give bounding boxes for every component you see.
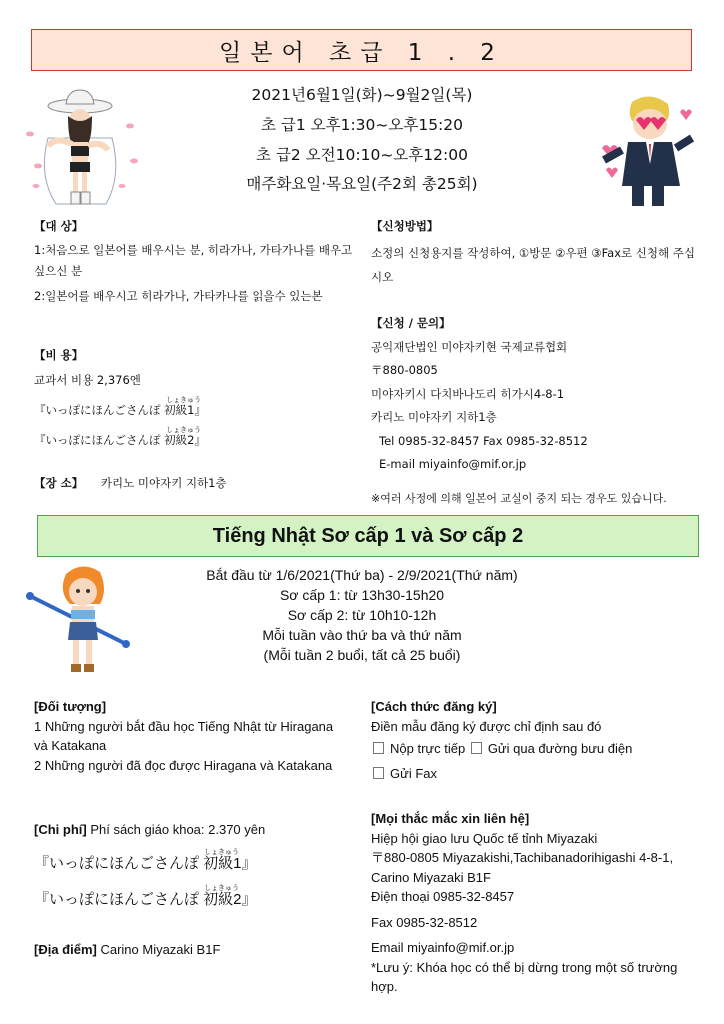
vi-contact-org: Hiệp hội giao lưu Quốc tế tỉnh Miyazaki xyxy=(371,830,598,846)
vi-cost-text: Phí sách giáo khoa: 2.370 yên xyxy=(86,822,266,837)
kr-place-heading: 【장 소】 xyxy=(34,476,84,490)
vi-class1: Sơ cấp 1: từ 13h30-15h20 xyxy=(279,587,445,603)
vi-contact-section xyxy=(371,809,701,997)
vi-method-text: Điền mẫu đăng ký được chỉ định sau đó xyxy=(371,718,602,734)
kr-book-1-ruby: しょきゅう xyxy=(166,396,201,404)
kr-cost-text: 교과서 비용 2,376엔 xyxy=(34,373,141,387)
kr-target-section xyxy=(34,216,354,307)
checkbox-icon xyxy=(373,742,384,754)
kr-method-text: 소정의 신청용지를 작성하여, ①방문 ②우편 ③Fax로 신청해 주십시오 xyxy=(371,246,695,284)
kr-class1: 초 급1 오후1:30~오후15:20 xyxy=(260,116,464,134)
kr-contact-heading: 【신청 / 문의】 xyxy=(371,316,451,330)
vi-method-opt1: Nộp trực tiếp xyxy=(390,741,466,756)
vi-start: Bắt đầu từ 1/6/2021(Thứ ba) - 2/9/2021(Thứ năm) xyxy=(206,567,518,583)
kr-method-heading: 【신청방법】 xyxy=(371,219,439,233)
vi-method-section xyxy=(371,697,701,783)
checkbox-icon xyxy=(471,742,482,754)
kr-dates: 2021년6월1일(화)~9월2일(목) xyxy=(251,86,473,104)
kr-target-heading: 【대 상】 xyxy=(34,219,84,233)
kr-book-2-title: 『いっぽにほんごさんぽ 初級2』 xyxy=(34,433,206,447)
vi-place-text: Carino Miyazaki B1F xyxy=(96,942,221,957)
vi-weekly: Mỗi tuần vào thứ ba và thứ năm xyxy=(262,627,462,643)
vi-book-2-title: 『いっぽにほんごさんぽ 初級2』 xyxy=(34,891,257,908)
vi-method-option-fax xyxy=(371,764,701,784)
vi-book-2 xyxy=(34,885,354,910)
kr-place-text: 카리노 미야자키 지하1층 xyxy=(100,476,227,490)
vi-method-opt2: Gửi qua đường bưu điện xyxy=(487,741,633,756)
kr-contact-email: E-mail miyainfo@mif.or.jp xyxy=(379,457,527,471)
vietnamese-title-banner xyxy=(37,515,699,557)
kr-target-item-1: 1:처음으로 일본어를 배우시는 분, 히라가나, 가타가나를 배우고 싶으신 분 xyxy=(34,243,353,278)
kr-place-section xyxy=(34,473,354,494)
vi-target-item-2: 2 Những người đã đọc được Hiragana và Katakana xyxy=(34,757,333,773)
vi-cost-section xyxy=(34,820,354,910)
vi-cost-heading: [Chi phí] xyxy=(34,822,87,837)
kr-method-section xyxy=(371,216,701,289)
vi-contact-heading: [Mọi thắc mắc xin liên hệ] xyxy=(371,811,530,826)
kr-contact-tel: Tel 0985-32-8457 Fax 0985-32-8512 xyxy=(379,433,588,448)
kr-book-2 xyxy=(34,426,354,451)
kr-contact-addr1: 미야자키시 다치바나도리 히가시4-8-1 xyxy=(371,386,565,401)
kr-cost-heading: 【비 용】 xyxy=(34,348,84,362)
kr-note: ※여러 사정에 의해 일본어 교실이 중지 되는 경우도 있습니다. xyxy=(371,492,667,505)
korean-title: 일본어 초급 1 . 2 xyxy=(219,39,504,66)
checkbox-icon xyxy=(373,767,384,779)
vi-contact-note: *Lưu ý: Khóa học có thể bị dừng trong một số trường hợp. xyxy=(371,959,678,994)
vi-method-opt3: Gửi Fax xyxy=(390,765,437,781)
kr-book-2-ruby: しょきゅう xyxy=(166,426,201,434)
kr-target-item-2: 2:일본어를 배우시고 히라가나, 가타카나를 읽을수 있는본 xyxy=(34,289,323,303)
kr-cost-section xyxy=(34,345,354,451)
kr-book-1-title: 『いっぽにほんごさんぽ 初級1』 xyxy=(34,403,206,417)
vi-book-2-ruby: しょきゅう xyxy=(204,885,239,892)
vi-contact-email: Email miyainfo@mif.or.jp xyxy=(371,940,515,955)
kr-class2: 초 급2 오전10:10~오후12:00 xyxy=(256,146,468,164)
vi-total: (Mỗi tuần 2 buổi, tất cả 25 buổi) xyxy=(263,647,461,663)
vi-book-1-ruby: しょきゅう xyxy=(204,848,239,856)
kr-weekly: 매주화요일·목요일(주2회 총25회) xyxy=(246,175,478,193)
korean-title-banner xyxy=(31,29,692,71)
vi-book-1 xyxy=(34,848,354,874)
vi-class2: Sơ cấp 2: từ 10h10-12h xyxy=(287,607,437,623)
vi-contact-tel: Điện thoại 0985-32-8457 xyxy=(371,889,515,904)
vi-place-heading: [Địa điểm] xyxy=(34,942,97,957)
kr-book-1 xyxy=(34,396,354,421)
vi-target-heading: [Đối tượng] xyxy=(34,699,107,714)
dancer-illustration xyxy=(18,86,143,211)
vietnamese-title: Tiếng Nhật Sơ cấp 1 và Sơ cấp 2 xyxy=(212,524,524,547)
vi-contact-addr: 〒880-0805 Miyazakishi,Tachibanadorihigashi 4-8-1, Carino Miyazaki B1F xyxy=(371,850,674,885)
vi-method-heading: [Cách thức đăng ký] xyxy=(371,699,497,714)
vi-target-section xyxy=(34,697,334,775)
vi-target-item-1: 1 Những người bắt đầu học Tiếng Nhật từ Hiragana và Katakana xyxy=(34,718,334,753)
kr-contact-org: 공익재단법인 미야자키현 국제교류협회 xyxy=(371,339,568,354)
kr-contact-section xyxy=(371,312,701,477)
kr-contact-addr2: 카리노 미야자키 지하1층 xyxy=(371,410,497,424)
vi-method-options-row xyxy=(371,739,701,759)
staff-girl-illustration xyxy=(26,560,136,680)
vi-book-1-title: 『いっぽにほんごさんぽ 初級1』 xyxy=(34,854,257,872)
kr-contact-zip: 〒880-0805 xyxy=(371,363,438,377)
vi-place-section xyxy=(34,940,354,960)
vi-contact-fax: Fax 0985-32-8512 xyxy=(371,914,478,930)
lovestruck-man-illustration xyxy=(592,90,704,212)
